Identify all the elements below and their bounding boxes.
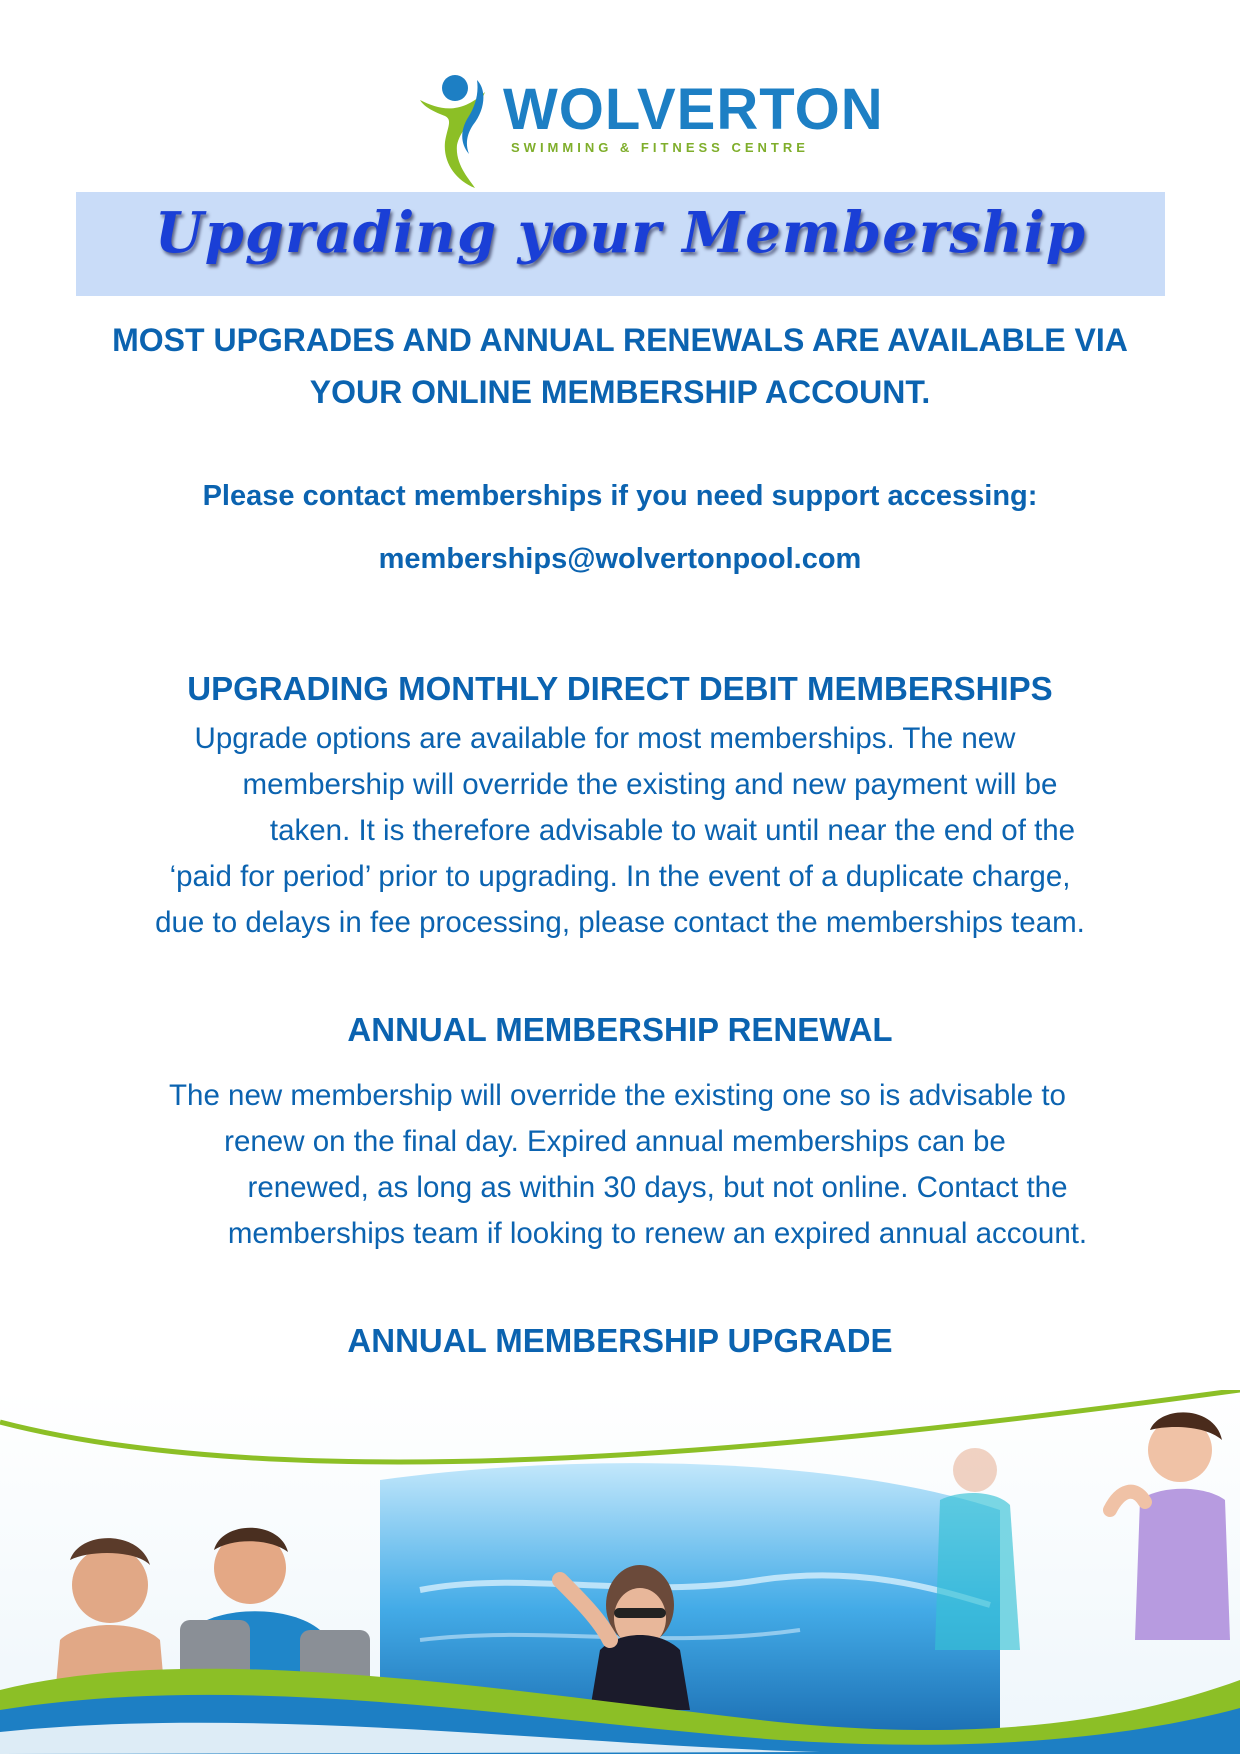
paragraph-line: ‘paid for period’ prior to upgrading. In the event of a duplicate charge, xyxy=(169,860,1071,893)
paragraph-line: renewed, as long as within 30 days, but not online. Contact the xyxy=(247,1171,1068,1204)
contact-email-link[interactable]: memberships@wolvertonpool.com xyxy=(378,543,862,575)
paragraph-line: The new membership will override the existing one so is advisable to xyxy=(169,1079,1066,1112)
page-title: Upgrading your Membership xyxy=(154,200,1087,266)
paragraph-line: memberships team if looking to renew an expired annual account. xyxy=(227,1217,1088,1250)
section-heading-renewal: ANNUAL MEMBERSHIP RENEWAL xyxy=(347,1011,893,1048)
lead-line-2: YOUR ONLINE MEMBERSHIP ACCOUNT. xyxy=(309,374,931,410)
section-text-monthly xyxy=(60,716,1180,946)
logo-name: WOLVERTON xyxy=(503,77,884,142)
section-text-renewal xyxy=(60,1073,1180,1257)
logo xyxy=(415,70,884,190)
lead-line-1: MOST UPGRADES AND ANNUAL RENEWALS ARE AVAILABLE VIA xyxy=(112,322,1128,358)
logo-tagline: SWIMMING & FITNESS CENTRE xyxy=(511,140,809,155)
title-band xyxy=(76,192,1165,296)
section-heading-upgrade: ANNUAL MEMBERSHIP UPGRADE xyxy=(347,1322,893,1359)
contact-prompt: Please contact memberships if you need support accessing: xyxy=(202,480,1038,512)
paragraph-line: taken. It is therefore advisable to wait until near the end of the xyxy=(269,814,1076,847)
footer-banner xyxy=(0,1390,1240,1754)
swimmer-logo-icon xyxy=(415,70,515,190)
paragraph-line: Upgrade options are available for most memberships. The new xyxy=(194,722,1016,755)
paragraph-line: membership will override the existing and new payment will be xyxy=(242,768,1058,801)
lead-notice xyxy=(60,314,1180,418)
section-heading-monthly: UPGRADING MONTHLY DIRECT DEBIT MEMBERSHIPS xyxy=(187,670,1053,707)
paragraph-line: due to delays in fee processing, please contact the memberships team. xyxy=(155,906,1085,939)
paragraph-line: renew on the final day. Expired annual memberships can be xyxy=(224,1125,1006,1158)
